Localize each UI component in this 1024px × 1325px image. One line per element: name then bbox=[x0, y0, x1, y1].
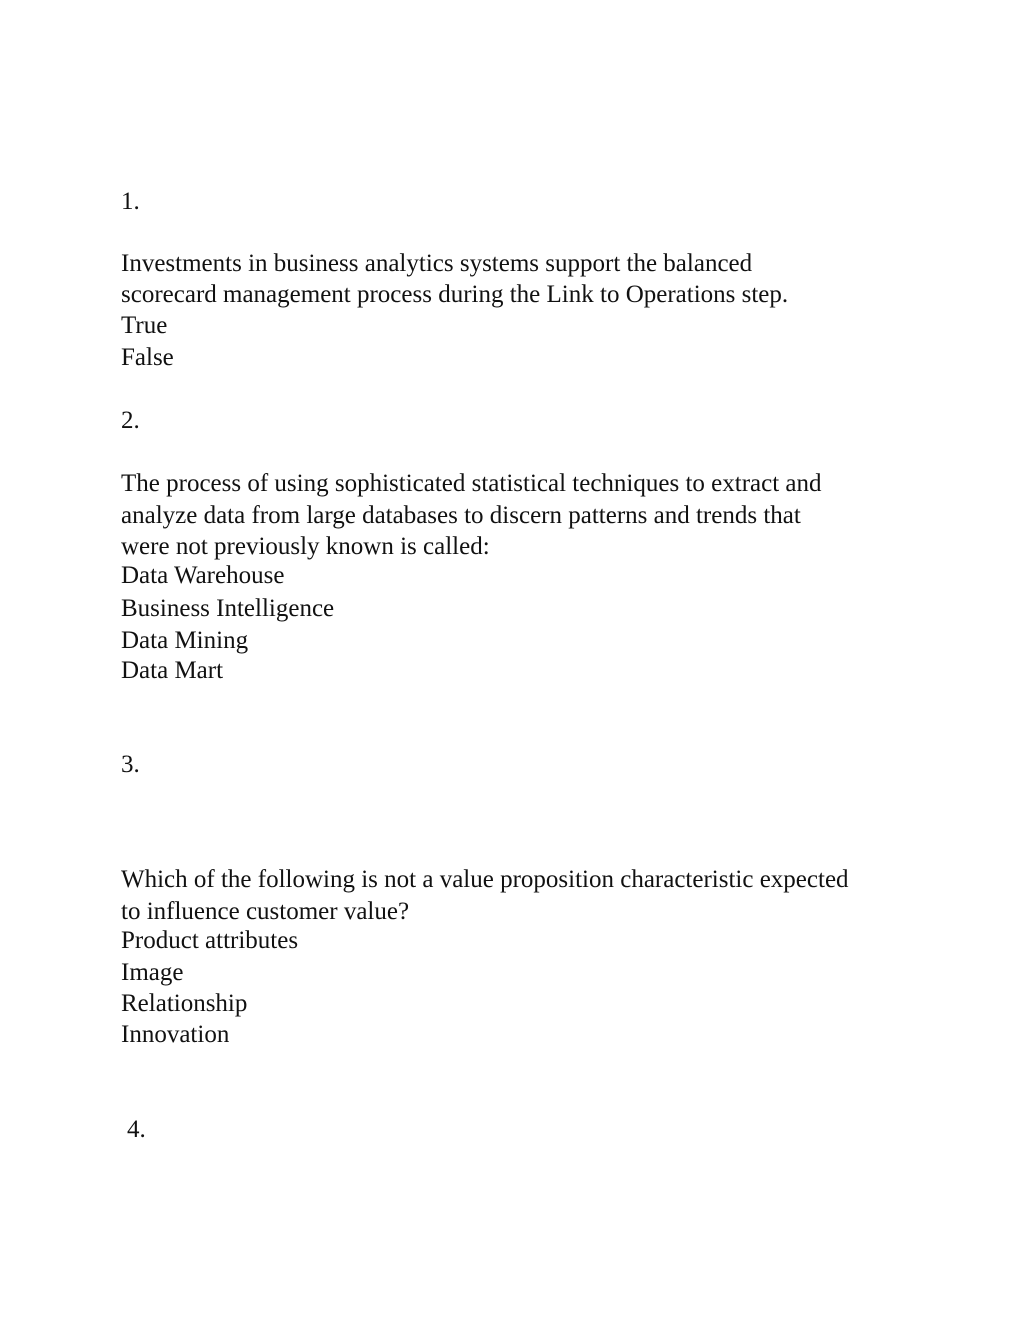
question-3-prompt-line-2: to influence customer value? bbox=[121, 898, 410, 925]
question-2-prompt-line-3: were not previously known is called: bbox=[121, 533, 490, 560]
question-1-prompt-line-1: Investments in business analytics systems support the balanced bbox=[121, 250, 753, 277]
question-3-option-2: Image bbox=[121, 959, 184, 986]
question-2-prompt-line-2: analyze data from large databases to discern patterns and trends that bbox=[121, 502, 801, 529]
question-2-number: 2. bbox=[121, 407, 140, 434]
question-2-option-2: Business Intelligence bbox=[121, 595, 335, 622]
question-4-number: 4. bbox=[127, 1116, 146, 1143]
question-1-prompt-line-2: scorecard management process during the Link to Operations step. bbox=[121, 281, 789, 308]
question-3-number: 3. bbox=[121, 751, 140, 778]
question-3-option-3: Relationship bbox=[121, 990, 248, 1017]
question-3-prompt-line-1: Which of the following is not a value proposition characteristic expected bbox=[121, 866, 849, 893]
question-3-option-4: Innovation bbox=[121, 1021, 230, 1048]
question-3-option-1: Product attributes bbox=[121, 927, 299, 954]
question-2-option-3: Data Mining bbox=[121, 627, 249, 654]
question-1-option-2: False bbox=[121, 344, 174, 371]
question-2-prompt-line-1: The process of using sophisticated statistical techniques to extract and bbox=[121, 470, 822, 497]
question-1-option-1: True bbox=[121, 312, 168, 339]
question-1-number: 1. bbox=[121, 188, 140, 215]
question-2-option-1: Data Warehouse bbox=[121, 562, 285, 589]
question-2-option-4: Data Mart bbox=[121, 657, 224, 684]
